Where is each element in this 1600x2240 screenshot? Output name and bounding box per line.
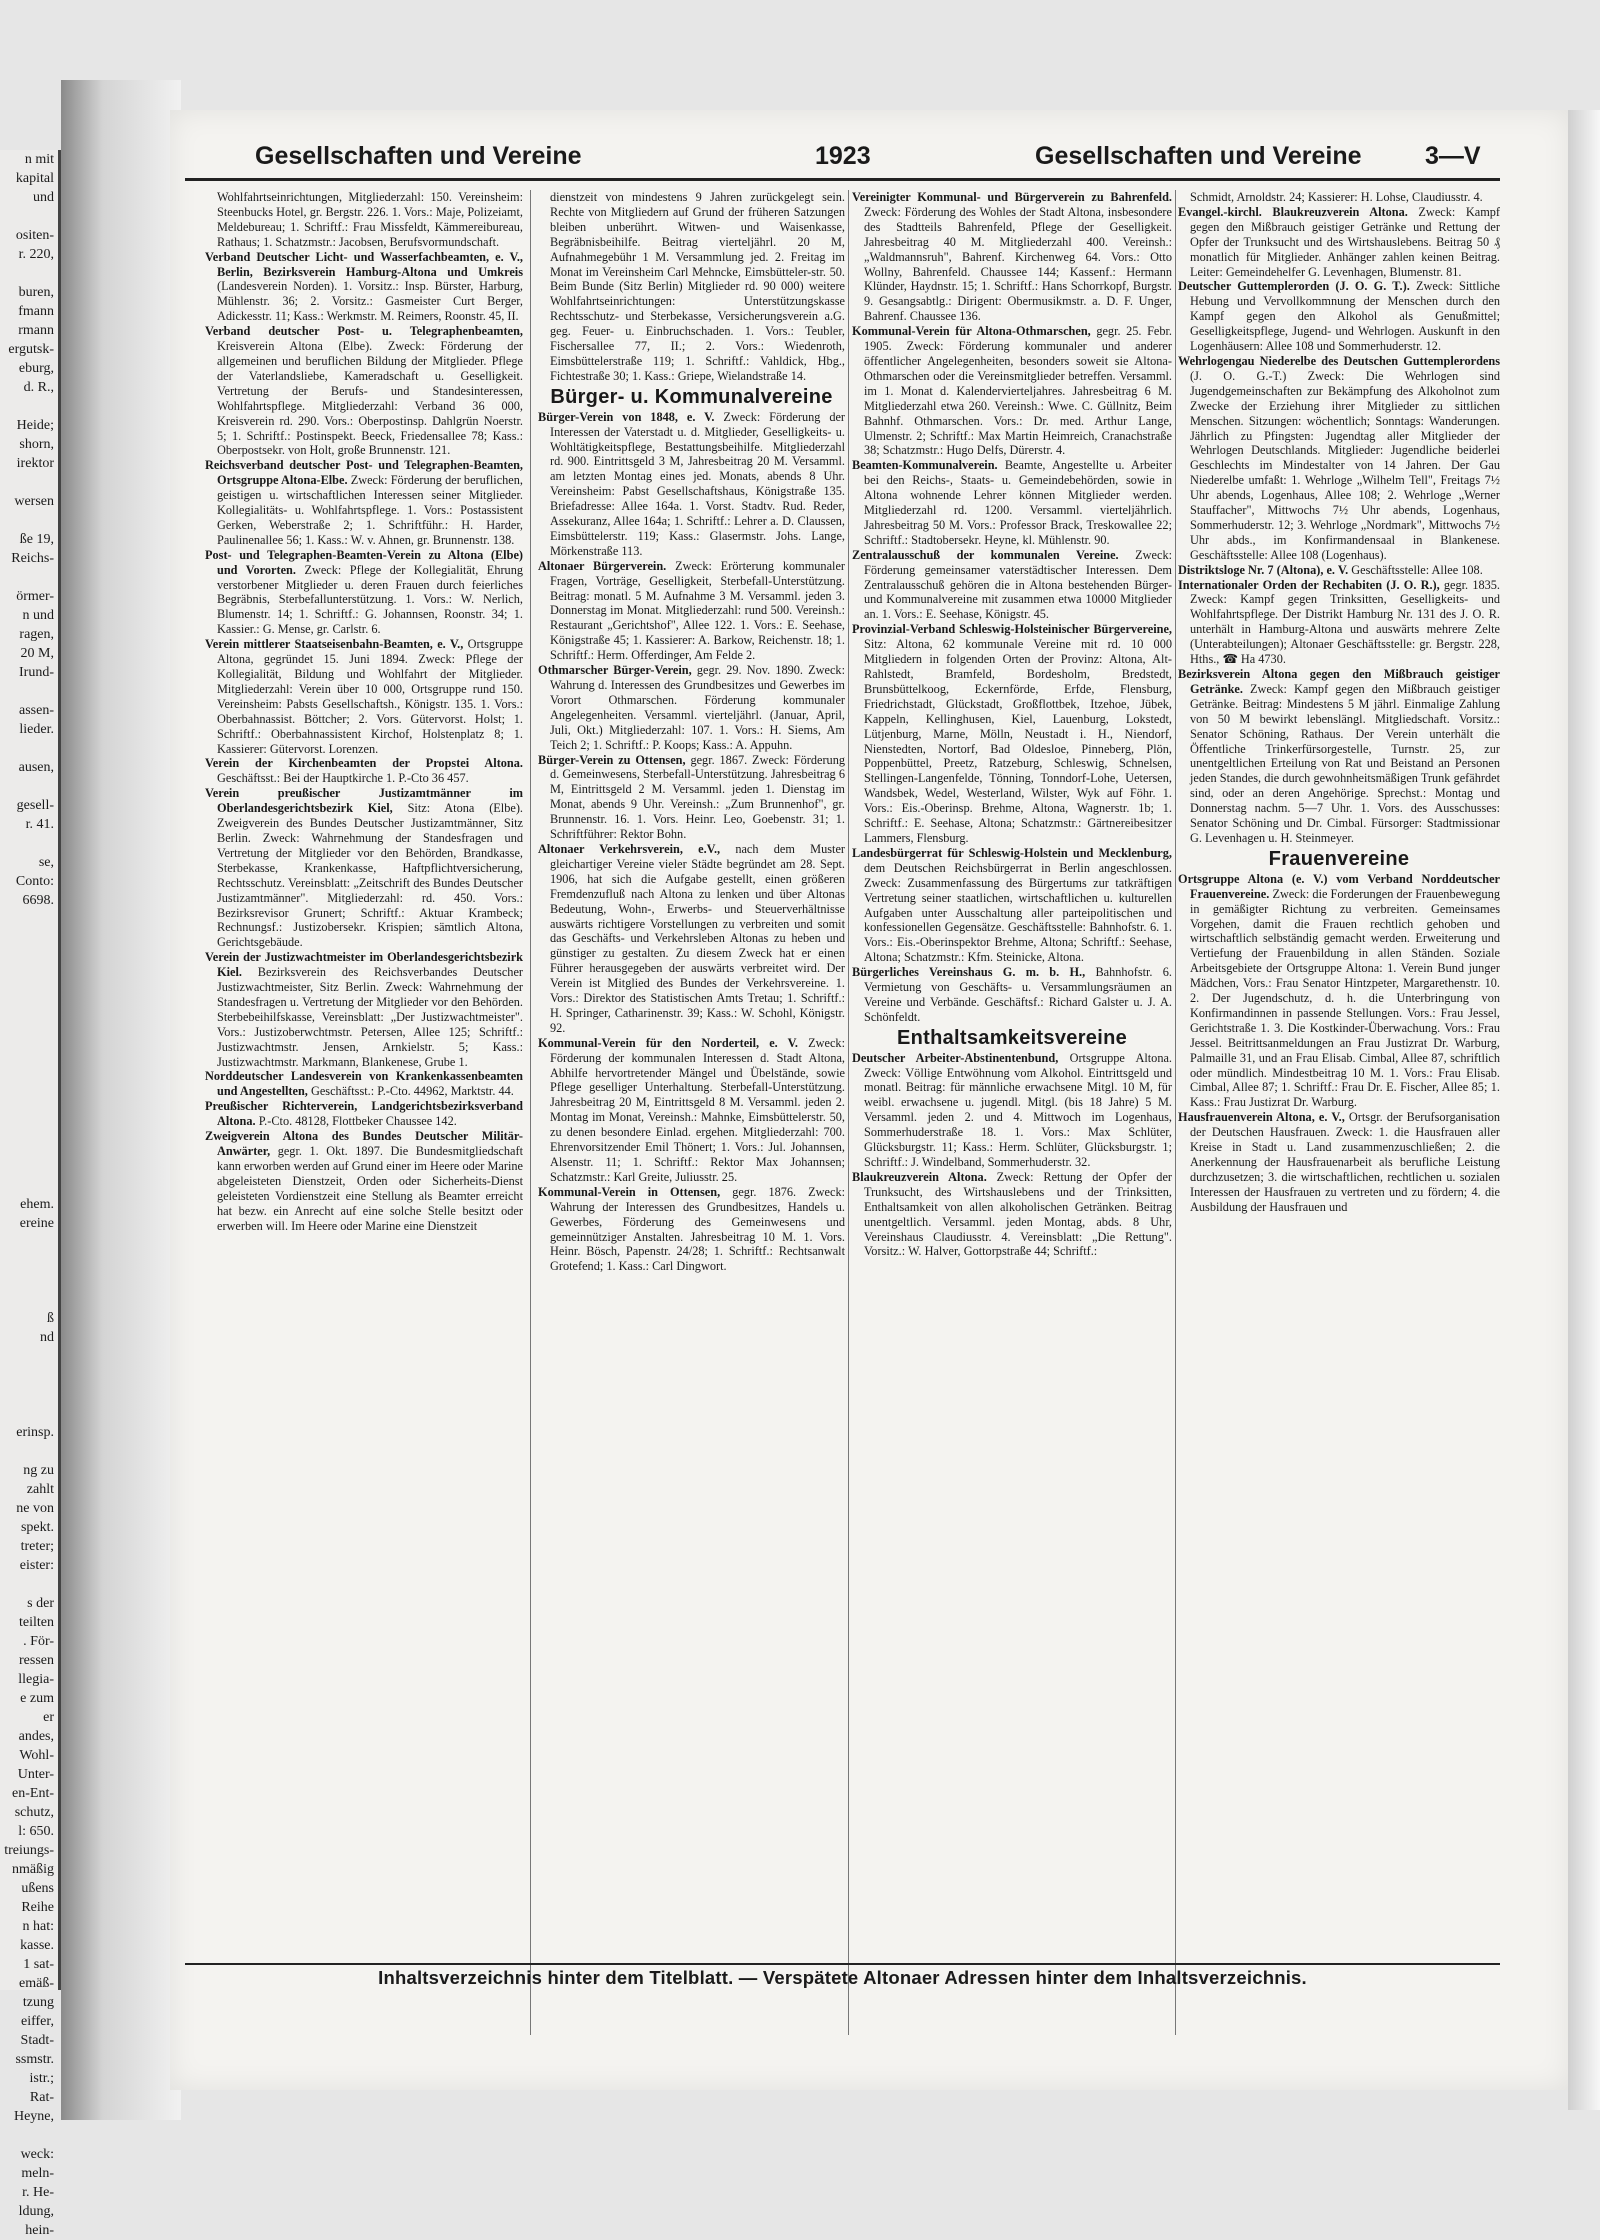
directory-entry [205,756,523,786]
prev-page-line: nd [40,1330,54,1345]
prev-page-line [0,1252,58,1271]
prev-page-line: . För- [23,1634,54,1649]
entry-title: Norddeutscher Landesverein von Krankenkassenbeamten und Angestellten, [205,1069,523,1099]
entry-text: P.-Cto. 48128, Flottbeker Chaussee 142. [258,1114,457,1129]
prev-page-line: gesell- [16,798,54,813]
prev-page-line: tzung [22,1995,54,2010]
prev-page-line [0,1366,58,1385]
directory-entry [1178,872,1500,1111]
prev-page-line [0,2126,58,2145]
prev-page-line: er [43,1710,54,1725]
entry-title: Internationaler Orden der Rechabiten (J. O. R.), [1178,577,1440,592]
prev-page-line: Stadt- [20,2033,54,2048]
prev-page-line [0,1043,58,1062]
prev-page-line: ldung, [18,2204,54,2219]
prev-page-line: Rat- [29,2090,54,2105]
directory-entry [852,190,1172,324]
entry-title: Evangel.-kirchl. Blaukreuzverein Altona. [1178,204,1408,219]
book-gutter [61,80,181,2120]
entry-text: Sitz: Altona, 62 kommunale Vereine mit rd. 10 000 Mitgliedern in folgenden Orten der Provinz: Altona, Alt-Rahlstedt, Bramfeld, Bordesholm, Bredstedt, Brunsbüttelkoog, Eckernförde, Erfde, Flensburg, Friedrichstadt, Glückstadt, Großflottbek, Itzehoe, Jübek, Kappeln, Kellinghusen, Kiel, Lauenburg, Lokstedt, Lütjenburg, Marne, Mölln, Neustadt i. H., Niendorf, Nienstedten, Nortorf, Bad Oldesloe, Pinneberg, Plön, Poppenbüttel, Preetz, Ratzeburg, Schleswig, Schnelsen, Stellingen-Langenfelde, Tönning, Tonndorf-Lohe, Uetersen, Wandsbek, Wedel, Westerland, Wilster, Wyk auf Föhr. 1. Vors.: Eis.-Oberinsp. Brehme, Altona, Wagnerstr. 1b; 1. Schriftf.: E. Seehase, Altona; Schatzmstr.: Gärtnereibesitzer Lammers, Flensburg. [864,637,1172,845]
entry-title: Kommunal-Verein für Altona-Othmarschen, [852,324,1091,339]
prev-page-line: r. He- [22,2185,54,2200]
entry-text: Sitz: Atona (Elbe). Zweigverein des Bundes Deutscher Justizamtmänner, Sitz Berlin. Zweck: Wahrnehmung der Standesfragen und Vertretung der Mitglieder vor den Behörden, Brandkasse, Sterbekasse, Krankenkasse, Haftpflichtversicherung, Rechtsschutz. Vereinsblatt: „Zeitschrift des Bundes Deutscher Justizamtmänner". Mitgliederzahl: rd. 450. Vors.: Bezirksrevisor Grunert; Schriftf.: Aktuar Krambeck; Rechnungsf.: Justizobersekr. Krispien; sämtlich Altona, Gerichtsgebäude. [217,801,523,950]
prev-page-line: ssmstr. [15,2052,54,2067]
prev-page-line: n mit [24,152,54,167]
entry-text: dienstzeit von mindestens 9 Jahren zurückgelegt sein. Rechte von Mitgliedern auf Grund der früheren Satzungen bleiben unberührt. Witwen- und Waisenkasse, Begräbnisbeihilfe. Beitrag vierteljährl. 20 M, Aufnahmegebühr 1 M. Versammlung jed. 2. Freitag im Monat im Vereinsheim Carl Mehncke, Eimsbütteler-str. 50. Beim Bunde (Sitz Berlin) Mitglieder rd. 90 000) weitere Wohlfahrtseinrichtungen: Unterstützungskasse Rechtsschutz- und Sterbekasse, Versicherungsverein a.G. geg. Feuer- u. Einbruchschaden. 1. Vors.: Teubler, Fischersallee 77, II.; 2. Vors.: Wiedenroth, Eimsbüttelerstraße 119; 1. Schriftf.: Vahldick, Hbg., Fichtestraße 30; 1. Kass.: Griepe, Wielandstraße 14. [550,190,845,383]
previous-page-edge [0,150,61,2238]
prev-page-line: rmann [18,323,54,338]
prev-page-line: ragen, [19,627,54,642]
entry-title: Wehrlogengau Niederelbe des Deutschen Guttemplerordens [1178,353,1500,368]
entry-text: Zweck: Rettung der Opfer der Trunksucht, des Wirtshauslebens und der Trinksitten, Enthaltsamkeit von allen alkoholischen Getränken. Beitrag unentgeltlich. Versamml. jeden Montag, abds. 8 Uhr, Vereinshaus Claudiusstr. 4. Vereinsblatt: „Die Rettung". Vorsitz.: W. Halver, Gottorpstraße 44; Schriftf.: [864,1169,1172,1259]
prev-page-line [0,1404,58,1423]
prev-page-line [0,1176,58,1195]
prev-page-line [0,682,58,701]
prev-page-line [0,473,58,492]
entry-title: Zweigverein Altona des Bundes Deutscher Militär-Anwärter, [205,1129,523,1158]
prev-page-line [0,568,58,587]
prev-page-line: l: 650. [18,1824,54,1839]
prev-page-line [0,1157,58,1176]
prev-page-line: ng zu [23,1463,54,1478]
entry-text: Ortsgruppe Altona. Zweck: Völlige Entwöhnung vom Alkohol. Eintrittsgeld und monatl. Beitrag: für männliche erwachsene Mitgl. 10 M, für weibl. erwachsene u. jugendl. Mitgl. (bis 18 Jahre) 5 M. Versamml. jeden 2. und 4. Mittwoch im Logenhaus, Sommerhuderstraße 18. 1. Vors.: Max Schlüter, Glücksburgstr. 11; Kass.: Herm. Schlüter, Glücksburgstr. 1; Schriftf.: J. Windelband, Sommerhuderstr. 32. [864,1050,1173,1169]
prev-page-line: emäß- [19,1976,54,1991]
prev-page-line: istr.; [29,2071,54,2086]
prev-page-line [0,1062,58,1081]
directory-entry [852,1051,1172,1170]
prev-page-line: Reichs- [11,551,54,566]
prev-page-line [0,834,58,853]
section-heading: Enthaltsamkeitsvereine [896,1026,1128,1049]
entry-title: Verein preußischer Justizamtmänner im Oberlandesgerichtsbezirk Kiel, [205,786,523,816]
column-rule [848,190,849,2035]
directory-entry [205,950,523,1069]
entry-text: gegr. 1867. Zweck: Förderung d. Gemeinwesens, Sterbefall-Unterstützung. Jahresbeitrag 6 M, Eintrittsgeld 2 M. Versamml. jeden 1. Dienstag im Monat, abends 9 Uhr. Vereinsh.: „Zum Brunnenhof", gr. Brunnenstr. 16. 1. Vors. Heinr. Leo, Goebenstr. 31; 1. Schriftführer: Rektor Bohn. [550,752,846,842]
entry-text: Zweck: Förderung der Interessen der Vaterstadt u. d. Mitglieder, Geselligkeits- u. Wohltätigkeitspflege, Bestattungsbeihilfe. Mitgliederzahl rd. 900. Eintrittsgeld 3 M, Jahresbeitrag 20 M. Versamml. am letzten Montag eines jed. Monats, abends 8 Uhr. Vereinsheim: Pabst Gesellschaftshaus, Königstraße 135. Briefadresse: Allee 164a. 1. Vorst. Stadtv. Rud. Reder, Assekuranz, Allee 164a; 1. Schriftf.: Lehrer a. D. Claussen, Eimsbüttelerstr. 119; Kass.: Glasermstr. Johs. Lange, Mörkenstraße 113. [550,409,846,558]
prev-page-line: 20 M, [20,646,54,661]
prev-page-line: meln- [21,2166,54,2181]
prev-page-line: e zum [20,1691,54,1706]
entry-text: Ortsgr. der Berufsorganisation der Deutschen Hausfrauen. Zweck: 1. die Hausfrauen aller Kreise in Stadt u. Land zusammenzuschließen; 2. die Anerkennung der Hausfrauenarbeit als berufliche Leistung durchzusetzen; 3. die wirtschaftlichen, rechtlichen u. sozialen Interessen der Hausfrauen zu vertreten und zu fördern; 4. die Ausbildung der Hausfrauen und [1190,1110,1500,1214]
directory-entry [1178,205,1500,280]
directory-entry [1178,1110,1500,1214]
entry-text: nach dem Muster gleichartiger Vereine vieler Städte begründet am 28. Sept. 1906, hat sich die Aufgabe gestellt, einen größeren Fremdenzufluß nach Altona zu lenken und über Altonas Bedeutung, Wohn-, Erwerbs- und Steuerverhältnisse auswärts richtigere Vorstellungen zu verbreiten und somit das Geschäfts- und Verkehrsleben Altonas zu heben und günstiger zu gestalten. Zu diesem Zweck hat er einen Führer herausgegeben der auswärts verbreitet wird. Der Verein ist Mitglied des Bundes der Verkehrsvereine. 1. Vors.: Direktor des Statistischen Amts Tretau; 1. Schriftf.: H. Springer, Catharinenstr. 39; Kass.: W. Schohl, Königstr. 92. [550,841,845,1035]
prev-page-line: kasse. [20,1938,54,1953]
entry-text: gegr. 1876. Zweck: Wahrung der Interessen des Grundbesitzes, Handels u. Gewerbes, Förderung des Gemeinwesens und gemeinnütziger Anstalten. Jahresbeitrag 10 M. 1. Vors. Heinr. Bösch, Papenstr. 24/28; 1. Schriftf.: Rechtsanwalt Grotefend; 1. Kass.: Carl Dingwort. [550,1184,846,1274]
entry-title: Kommunal-Verein für den Norderteil, e. V. [538,1035,798,1050]
prev-page-line [0,397,58,416]
footer-note: Inhaltsverzeichnis hinter dem Titelblatt. — Verspätete Altonaer Adressen hinter dem Inhaltsverzeichnis. [378,1967,1307,1988]
prev-page-line: s der [27,1596,54,1611]
entry-title: Distriktsloge Nr. 7 (Altona), e. V. [1178,562,1349,577]
section-heading: Bürger- u. Kommunalvereine [550,385,833,408]
entry-text: Ortsgruppe Altona, gegründet 15. Juni 1894. Zweck: Pflege der Kollegialität, Bildung und Wohlfahrt der Mitglieder. Mitgliederzahl: Verein über 10 000, Ortsgruppe rund 150. Vereinsheim: Pabsts Gesellschaftsh., Königstr. 135. 1. Vors.: Oberbahnassist. Böttcher; 2. Vors. Gütervorst. Holst; 1. Schriftf.: Oberbahnassistent Kirchof, Holstenplatz 8; 1. Kassierer: Gütervorst. Lorenzen. [217,637,523,756]
prev-page-line: Reihe [21,1900,54,1915]
directory-entry [852,965,1172,1025]
entry-title: Verein mittlerer Staatseisenbahn-Beamten, e. V., [205,637,464,652]
entry-title: Landesbürgerrat für Schleswig-Holstein und Mecklenburg, [852,845,1172,860]
directory-entry [205,250,523,325]
prev-page-line [0,1024,58,1043]
prev-page-line: n hat: [22,1919,54,1934]
prev-page-line: ußens [21,1881,54,1896]
directory-entry [205,190,523,250]
entry-text: Zweck: Förderung der beruflichen, geistigen u. wirtschaftlichen Interessen seiner Mitglieder. Kollegialitäts- u. Wohlfahrtspflege. 1. Vors.: Postassistent Gerken, Weberstraße 2; 1. Schriftführ.: H. Harder, Paulinenallee 56; 1. Kass.: W. v. Ahnen, gr. Brunnenstr. 138. [217,473,523,547]
prev-page-line: llegia- [18,1672,54,1687]
prev-page-line: wersen [14,494,54,509]
prev-page-line: nmäßig [12,1862,54,1877]
prev-page-line: ehem. [20,1197,54,1212]
page-number: 3—V [1425,142,1481,170]
entry-text: Bahnhofstr. 6. Vermietung von Geschäfts- u. Versammlungsräumen an Vereine und Verbände. Geschäftsf.: Richard Galster u. J. A. Schönfeldt. [864,965,1172,1024]
directory-entry [852,548,1172,623]
directory-entry [538,190,845,384]
prev-page-line: en-Ent- [12,1786,54,1801]
prev-page-line: buren, [18,285,54,300]
prev-page-line [0,1347,58,1366]
entry-text: Kreisverein Altona (Elbe). Zweck: Förderung der allgemeinen und beruflichen Bildung der Mitglieder. Pflege der Vaterlandsliebe, Kameradschaft u. Geselligkeit. Vertretung der Berufs- und Standesinteressen, Wohlfahrtspflege. Mitgliederzahl: Verband 36 000, Kreisverein rd. 290. Vors.: Oberpostinsp. Dahlgrün Noerstr. 5; 1. Schriftf.: Postinspekt. Beeck, Friedensallee 78; Kass.: Oberpostsekr. von Holt, große Brunnenstr. 121. [217,339,523,458]
section-heading: Frauenvereine [1268,847,1410,870]
entry-text: gegr. 25. Febr. 1905. Zweck: Förderung kommunaler und anderer öffentlicher Angelegenheiten, besonders soweit sie Altona-Othmarschen oder die Vereinsmitglieder betreffen. Versamml. im 1. Monat d. Kalendervierteljahres. Jahresbeitrag 6 M. Mitgliederzahl etwa 260. Vereinsh.: Wwe. C. Güllnitz, Beim Bahnhf. Othmarschen. Vors.: Dr. med. Arthur Lange, Ulmenstr. 2; Schriftf.: Max Martin Heimreich, Cranachstraße 38; Schatzmstr.: Hugo Delfs, Dürerstr. 4. [864,324,1173,458]
entry-text: Geschäftsst.: Bei der Hauptkirche 1. P.-Cto 36 457. [217,771,469,786]
directory-entry [1178,354,1500,563]
prev-page-line: örmer- [16,589,54,604]
prev-page-line [0,1138,58,1157]
entry-text: Zweck: Erörterung kommunaler Fragen, Vorträge, Geselligkeit, Sterbefall-Unterstützung. Beitrag: monatl. 5 M. Aufnahme 3 M. Versamml. jeden 3. Donnerstag im Monat. Mitgliederzahl: rund 500. Vereinsh.: Restaurant „Gerichtshof", Allee 122. 1. Vors.: E. Seehase, Königstraße 45; 1. Kassierer: A. Barkow, Reichenstr. 18; 1. Schriftf.: Herm. Offerdinger, Am Felde 2. [550,558,846,663]
prev-page-line: spekt. [20,1520,54,1535]
prev-page-line [0,511,58,530]
directory-entry [1178,563,1500,578]
column-rule [1175,190,1176,2035]
prev-page-line: n und [22,608,54,623]
directory-entry [538,1036,845,1185]
prev-page-line: lieder. [19,722,54,737]
entry-title: Verband Deutscher Licht- und Wasserfachbeamten, e. V., Berlin, Bezirksverein Hamburg-Altona und Umkreis [205,249,523,279]
directory-entry [205,1069,523,1099]
header-left-title: Gesellschaften und Vereine [255,142,582,170]
entry-text: gegr. 29. Nov. 1890. Zweck: Wahrung d. Interessen des Grundbesitzes und Gewerbes im Vorort Othmarschen. Förderung kommunaler Angelegenheiten. Versamml. vierteljährl. (Januar, April, Juli, Okt.) Mitgliederzahl: 107. 1. Vors.: H. Siems, Am Teich 2; 1. Schriftf.: P. Koops; Kass.: A. Appuhn. [550,663,845,752]
prev-page-line: eiffer, [21,2014,54,2029]
prev-page-line: treter; [20,1539,54,1554]
header-year: 1923 [815,142,871,170]
prev-page-line [0,929,58,948]
entry-text: Zweck: Förderung gemeinsamer vaterstädtischer Interessen. Dem Zentralausschuß gehören die in Altona bestehenden Bürger- und Kommunalvereine mit zusammen etwa 10000 Mitglieder an. 1. Vors.: E. Seehase, Königstr. 45. [864,547,1173,622]
entry-text: Geschäftsst.: P.-Cto. 44962, Marktstr. 44. [310,1084,514,1099]
directory-entry [1178,190,1500,205]
prev-page-line [0,739,58,758]
entry-title: Deutscher Guttemplerorden (J. O. G. T.). [1178,279,1410,294]
prev-page-line: ße 19, [19,532,54,547]
prev-page-line: ressen [19,1653,54,1668]
prev-page-line: 6698. [22,893,54,908]
prev-page-line: Heyne, [13,2109,54,2124]
directory-entry [205,458,523,547]
prev-page-line: andes, [18,1729,54,1744]
entry-text: Zweck: die Forderungen der Frauenbewegung in gemäßigter Richtung zu verbreiten. Gemeinsames Vorgehen, damit die Frauen rechtlich gehoben und wirtschaftlich selbständig gemacht werden. Erweiterung und Vertiefung der Frauenbildung in allen Ständen. Soziale Arbeitsgebiete der Ortsgruppe Altona: 1. Verein Bund junger Mädchen, Vors.: Frau Senator Hintzpeter, Margarethenstr. 10. 2. Der Jugendschutz, d. h. die Unterbringung von Konfirmandinnen in passende Stellungen. Vors.: Frau Jessel, Gerichtstraße 1. 3. Die Kostkinder-Überwachung. Vors.: Frau Jessel. Beitrittsanmeldungen an Frau Justizrat Dr. Warburg, Palmaille 31, und an Frau Elisab. Cimbal, Allee 87, schriftlich oder mündlich. Mindestbeitrag 10 M. 1. Vors.: Frau Elisab. Cimbal, Allee 87; 1. Schriftf.: Frau Dr. E. Fischer, Allee 85; 1. Kass.: Frau Justizrat Dr. Warburg. [1190,886,1500,1110]
prev-page-line: teilten [19,1615,54,1630]
entry-title: Blaukreuzverein Altona. [852,1169,987,1184]
running-header [185,140,1500,181]
entry-text: Bezirksverein des Reichsverbandes Deutscher Justizwachtmeister, Sitz Berlin. Zweck: Wahrnehmung der Standesfragen u. Vertretung der Mitglieder vor den Behörden. Sterbebeihilfskasse, Vereinsblatt: „Der Justizwachtmeister". Vors.: Justizoberwchtmstr. Petersen, Allee 125; Schriftf.: Justizwachtmstr. Jensen, Arnkielstr. 5; Kass.: Justizwachtmstr. Markmann, Blankenese, Grube 1. [217,965,523,1069]
entry-text: Zweck: Kampf gegen den Mißbrauch geistiger Getränke und Rettung der Opfer der Trunksucht und des Wirtshauslebens. Beitrag 50 ₰ monatlich für Mitglieder. Anhänger zahlen keinen Beitrag. Leiter: Gemeindehelfer G. Levenhagen, Blumenstr. 81. [1190,204,1501,279]
prev-page-line [0,1100,58,1119]
prev-page-line: 1 sat- [23,1957,54,1972]
prev-page-line: assen- [19,703,54,718]
entry-title: Hausfrauenverein Altona, e. V., [1178,1110,1345,1125]
prev-page-line [0,910,58,929]
entry-title: Preußischer Richterverein, Landgerichtsbezirksverband Altona. [205,1099,523,1129]
directory-entry [205,548,523,637]
directory-entry [538,663,845,752]
column-4 [1178,190,1500,2035]
prev-page-line [0,1119,58,1138]
prev-page-line: treiungs- [4,1843,54,1858]
directory-entry [538,410,845,559]
entry-title: Bezirksverein Altona gegen den Mißbrauch geistiger Getränke. [1178,667,1500,696]
prev-page-line [0,207,58,226]
prev-page-line: ositen- [15,228,54,243]
entry-text: Geschäftsstelle: Allee 108. [1351,562,1483,577]
entry-title: Deutscher Arbeiter-Abstinentenbund, [852,1050,1059,1065]
entry-text: Zweck: Förderung des Wohles der Stadt Altona, insbesondere des Stadtteils Bahrenfeld, Pflege der Geselligkeit. Jahresbeitrag 40 M. Mitgliederzahl 400. Vereinsh.: „Waldmannsruh", Bahrenf. Kirchenweg 64. Vors.: Otto Wollny, Bahrenfeld. Chaussee 144; Kassenf.: Hermann Klünder, Haydnstr. 15; 1. Schriftf.: Hans Schorrkopf, Burgstr. 9. Gesangsabtlg.: Dirigent: Obermusikmstr. a. D. F. Unger, Bahrenf. Chaussee 136. [864,204,1172,324]
column-2 [538,190,845,2035]
prev-page-line: eburg, [18,361,54,376]
entry-title: Verein der Kirchenbeamten der Propstei Altona. [205,756,523,771]
entry-text: gegr. 1. Okt. 1897. Die Bundesmitgliedschaft kann erworben werden auf Grund einer im Heere oder Marine abgeleisteten Dienstzeit, Orden oder Sicherheits-Dienst geleisteten Vordienstzeit eine Stellung als Beamter erreicht hat bezw. ein Anrecht auf eine solche Stelle besitzt oder erwerben will. Im Heere oder Marine eine Dienstzeit [217,1144,523,1233]
prev-page-line: hein- [25,2223,54,2238]
entry-title: Post- und Telegraphen-Beamten-Verein zu Altona (Elbe) und Vororten. [205,547,523,577]
prev-page-line: Wohl- [19,1748,54,1763]
prev-page-line [0,986,58,1005]
directory-entry [852,846,1172,965]
entry-title: Othmarscher Bürger-Verein, [538,663,692,678]
column-3 [852,190,1172,2035]
prev-page-line: kapital [15,171,54,186]
directory-entry [538,1185,845,1274]
prev-page-line: zahlt [26,1482,54,1497]
directory-entry [205,637,523,756]
entry-title: Bürger-Verein von 1848, e. V. [538,409,715,424]
directory-entry [852,324,1172,458]
entry-text: gegr. 1835. Zweck: Kampf gegen Trinksitten, Geselligkeits- und Wohlfahrtspflege. Der Distrikt Hamburg Nr. 131 des J. O. R. unterhält in Hamburg-Altona und auswärts mehrere Zelte (Unterabteilungen); Altonaer Geschäftsstelle: gr. Bergstr. 228, Hths., ☎ Ha 4730. [1190,577,1500,667]
directory-entry [538,842,845,1036]
entry-text: Zweck: Kampf gegen den Mißbrauch geistiger Getränke. Beitrag: Mindestens 5 M jährl. Einmalige Zahlung von 50 M bewirkt lebenslängl. Mitgliedschaft. Vorsitz.: Senator Schöning, Rathaus. Der Verein unterhält die Öffentliche Trinkerfürsorgestelle, Turnstr. 25, zur unentgeltlichen Erteilung von Rat und Beistand an Personen jeden Standes, die durch gewohnheitsmäßigen Trunk gefährdet sind, oder an deren Angehörige. Sprechst.: Montag und Donnerstag nachm. 5—7 Uhr. 1. Vors. des Ausschusses: Senator Schöning und Dr. Cimbal. Fürsorger: Stadtmissionar G. Levenhagen u. H. Steinmeyer. [1190,681,1500,845]
entry-text: Wohlfahrtseinrichtungen, Mitgliederzahl: 150. Vereinsheim: Steenbucks Hotel, gr. Bergstr. 226. 1. Vors.: Maje, Polizeiamt, Meldebureau; 1. Schriftf.: Frau Missfeldt, Kämmereibureau, Rathaus; 1. Schatzmstr.: Jacobsen, Berufsvormundschaft. [217,190,523,249]
prev-page-line [0,1575,58,1594]
entry-title: Kommunal-Verein in Ottensen, [538,1184,721,1199]
directory-entry [205,324,523,458]
prev-page-line: erinsp. [16,1425,54,1440]
entry-title: Altonaer Bürgerverein. [538,558,667,573]
prev-page-line [0,777,58,796]
entry-title: Vereinigter Kommunal- und Bürgerverein zu Bahrenfeld. [852,190,1172,204]
prev-page-line: ß [47,1311,54,1326]
column-1 [205,190,523,2035]
entry-title: Bürger-Verein zu Ottensen, [538,752,686,767]
footer-rule [185,1963,1500,1965]
entry-text: Schmidt, Arnoldstr. 24; Kassierer: H. Lohse, Claudiusstr. 4. [1190,190,1483,204]
prev-page-line: shorn, [19,437,54,452]
prev-page-line [0,1385,58,1404]
entry-text: (J. O. G.-T.) Zweck: Die Wehrlogen sind Jugendgemeinschaften zur Bekämpfung des Alkoholnot zum Zwecke der Erziehung ihrer Mitglieder zu sittlichen Menschen. Sitzungen: wöchentlich; Sonntags: Wanderungen. Jährlich zu Pfingsten: Jugendtag aller Mitglieder der Wehrlogen Deutschlands. Mitglieder: Jugendliche beiderlei Geschlechts im Mindestalter von 14 Jahren. Der Gau Niederelbe umfaßt: 1. Wehrloge „Wilhelm Tell", Freitags 7½ Uhr abends, Logenhaus, Allee 108; 2. Wehrloge „Werner Stauffacher", Mittwochs 7½ Uhr abends, Logenhaus, Sommerhuderstr. 12; 3. Wehrloge „Nordmark", Mittwochs 7½ Uhr abds., im Konfirmandensaal in Blankenese. Geschäftsstelle: Allee 108 (Logenhaus). [1190,368,1500,562]
prev-page-line [0,1081,58,1100]
prev-page-line: Irund- [19,665,54,680]
prev-page-line [0,264,58,283]
prev-page-line [0,948,58,967]
prev-page-line: ereine [19,1216,54,1231]
entry-title: Verein der Justizwachtmeister im Oberlandesgerichtsbezirk Kiel. [205,950,523,980]
prev-page-line: Conto: [15,874,54,889]
entry-title: Zentralausschuß der kommunalen Vereine. [852,547,1119,562]
directory-entry [852,622,1172,846]
entry-text: Beamte, Angestellte u. Arbeiter bei den Reichs-, Staats- u. Gemeindebehörden, sowie in Altona wohnende Lehrer können Mitglieder werden. Mitgliederzahl rd. 1200. Versamml. vierteljährlich. Jahresbeitrag 50 M. Vors.: Professor Brack, Treskowallee 22; Schriftf.: Stadtobersekr. Heyne, kl. Mühlenstr. 90. [864,458,1172,547]
prev-page-line: ergutsk- [8,342,54,357]
prev-page-line: r. 220, [18,247,54,262]
directory-entry [205,1129,523,1233]
directory-entry [1178,279,1500,354]
prev-page-line: weck: [20,2147,54,2162]
prev-page-line: schutz, [14,1805,54,1820]
directory-entry [205,786,523,950]
entry-title: Provinzial-Verband Schleswig-Holsteinischer Bürgervereine, [852,622,1172,637]
entry-text: Zweck: Pflege der Kollegialität, Ehrung verstorbener Mitglieder u. deren Frauen durch feierliches Begräbnis, Sterbefallunterstützung. 1. Vors.: W. Nerlich, Blumenstr. 14; 1. Schriftf.: G. Johannsen, Roonstr. 34; 1. Kassier.: G. Mense, gr. Carlstr. 6. [217,562,524,637]
directory-entry [1178,578,1500,667]
prev-page-line: Heide; [16,418,54,433]
entry-title: Reichsverband deutscher Post- und Telegraphen-Beamten, Ortsgruppe Altona-Elbe. [205,458,523,488]
directory-entry [538,753,845,842]
directory-entry [205,1099,523,1129]
entry-title: Verband deutscher Post- u. Telegraphenbeamten, [205,324,523,339]
entry-title: Bürgerliches Vereinshaus G. m. b. H., [852,965,1086,980]
prev-page-line [0,1005,58,1024]
directory-entry [852,458,1172,547]
prev-page-line [0,1442,58,1461]
prev-page-line: se, [38,855,54,870]
column-rule [530,190,531,2035]
prev-page-line: ne von [16,1501,54,1516]
entry-title: Ortsgruppe Altona (e. V.) vom Verband Norddeutscher Frauenvereine. [1178,871,1500,901]
page-right-edge [1568,110,1600,2110]
directory-entry [1178,667,1500,846]
prev-page-line: r. 41. [25,817,54,832]
prev-page-line: eister: [19,1558,54,1573]
prev-page-line: fmann [18,304,54,319]
prev-page-line: Unter- [17,1767,54,1782]
prev-page-line [0,1290,58,1309]
entry-text: dem Deutschen Reichsbürgerrat in Berlin angeschlossen. Zweck: Zusammenfassung des Bürgertums zur tatkräftigen Vertretung seiner staatlichen, wirtschaftlichen u. kulturellen Aufgaben unter Ausschaltung aller parteipolitischen und konfessionellen Gegensätze. Geschäftsstelle: Bahnhofstr. 6. 1. Vors.: Eis.-Oberinspektor Brehme, Altona; Schriftf.: Seehase, Altona; Schatzmstr.: Kfm. Steinicke, Altona. [864,860,1172,965]
entry-text: Zweck: Sittliche Hebung und Vervollkommnung der Menschen durch den Kampf gegen den Alkohol als Genußmittel; Geselligkeitspflege, Jugend- und Wehrlogen. Auskunft in den Logenhäusern: Allee 108 und Sommerhuderstr. 12. [1190,279,1500,354]
prev-page-line [0,1233,58,1252]
directory-entry [538,559,845,663]
prev-page-line [0,1271,58,1290]
entry-title: Altonaer Verkehrsverein, e.V., [538,841,721,856]
prev-page-line: ausen, [18,760,54,775]
prev-page-line: und [33,190,54,205]
prev-page-line: d. R., [23,380,54,395]
entry-title: Beamten-Kommunalverein. [852,458,998,473]
entry-text: Zweck: Förderung der kommunalen Interessen d. Stadt Altona, Abhilfe hervortretender Mängel und Übelstände, sowie Pflege geselliger Unterhaltung. Sterbefall-Unterstützung. Jahresbeitrag 20 M, Eintrittsgeld 8 M. Versamml. jeden 2. Montag im Monat, Vereinsh.: Mahnke, Eimsbüttelerstr. 50, zu denen besondere Einlad. ergehen. Mitgliederzahl: 700. Ehrenvorsitzender Emil Thönert; 1. Vors.: Jul. Johannsen, Alsenstr. 11; 1. Schriftf.: Rektor Max Johannsen; Schatzmstr.: Karl Greite, Juliusstr. 25. [550,1035,845,1184]
prev-page-line [0,967,58,986]
directory-entry [852,1170,1172,1259]
header-right-title: Gesellschaften und Vereine [1035,142,1362,170]
prev-page-line: irektor [16,456,54,471]
entry-text: (Landesverein Norden). 1. Vorsitz.: Insp. Bürster, Harburg, Mühlenstr. 36; 2. Vorsitz.: Gasmeister Curt Berger, Adickesstr. 11; Kass.: Werkmstr. M. Reimers, Roonstr. 45, II. [217,279,523,324]
